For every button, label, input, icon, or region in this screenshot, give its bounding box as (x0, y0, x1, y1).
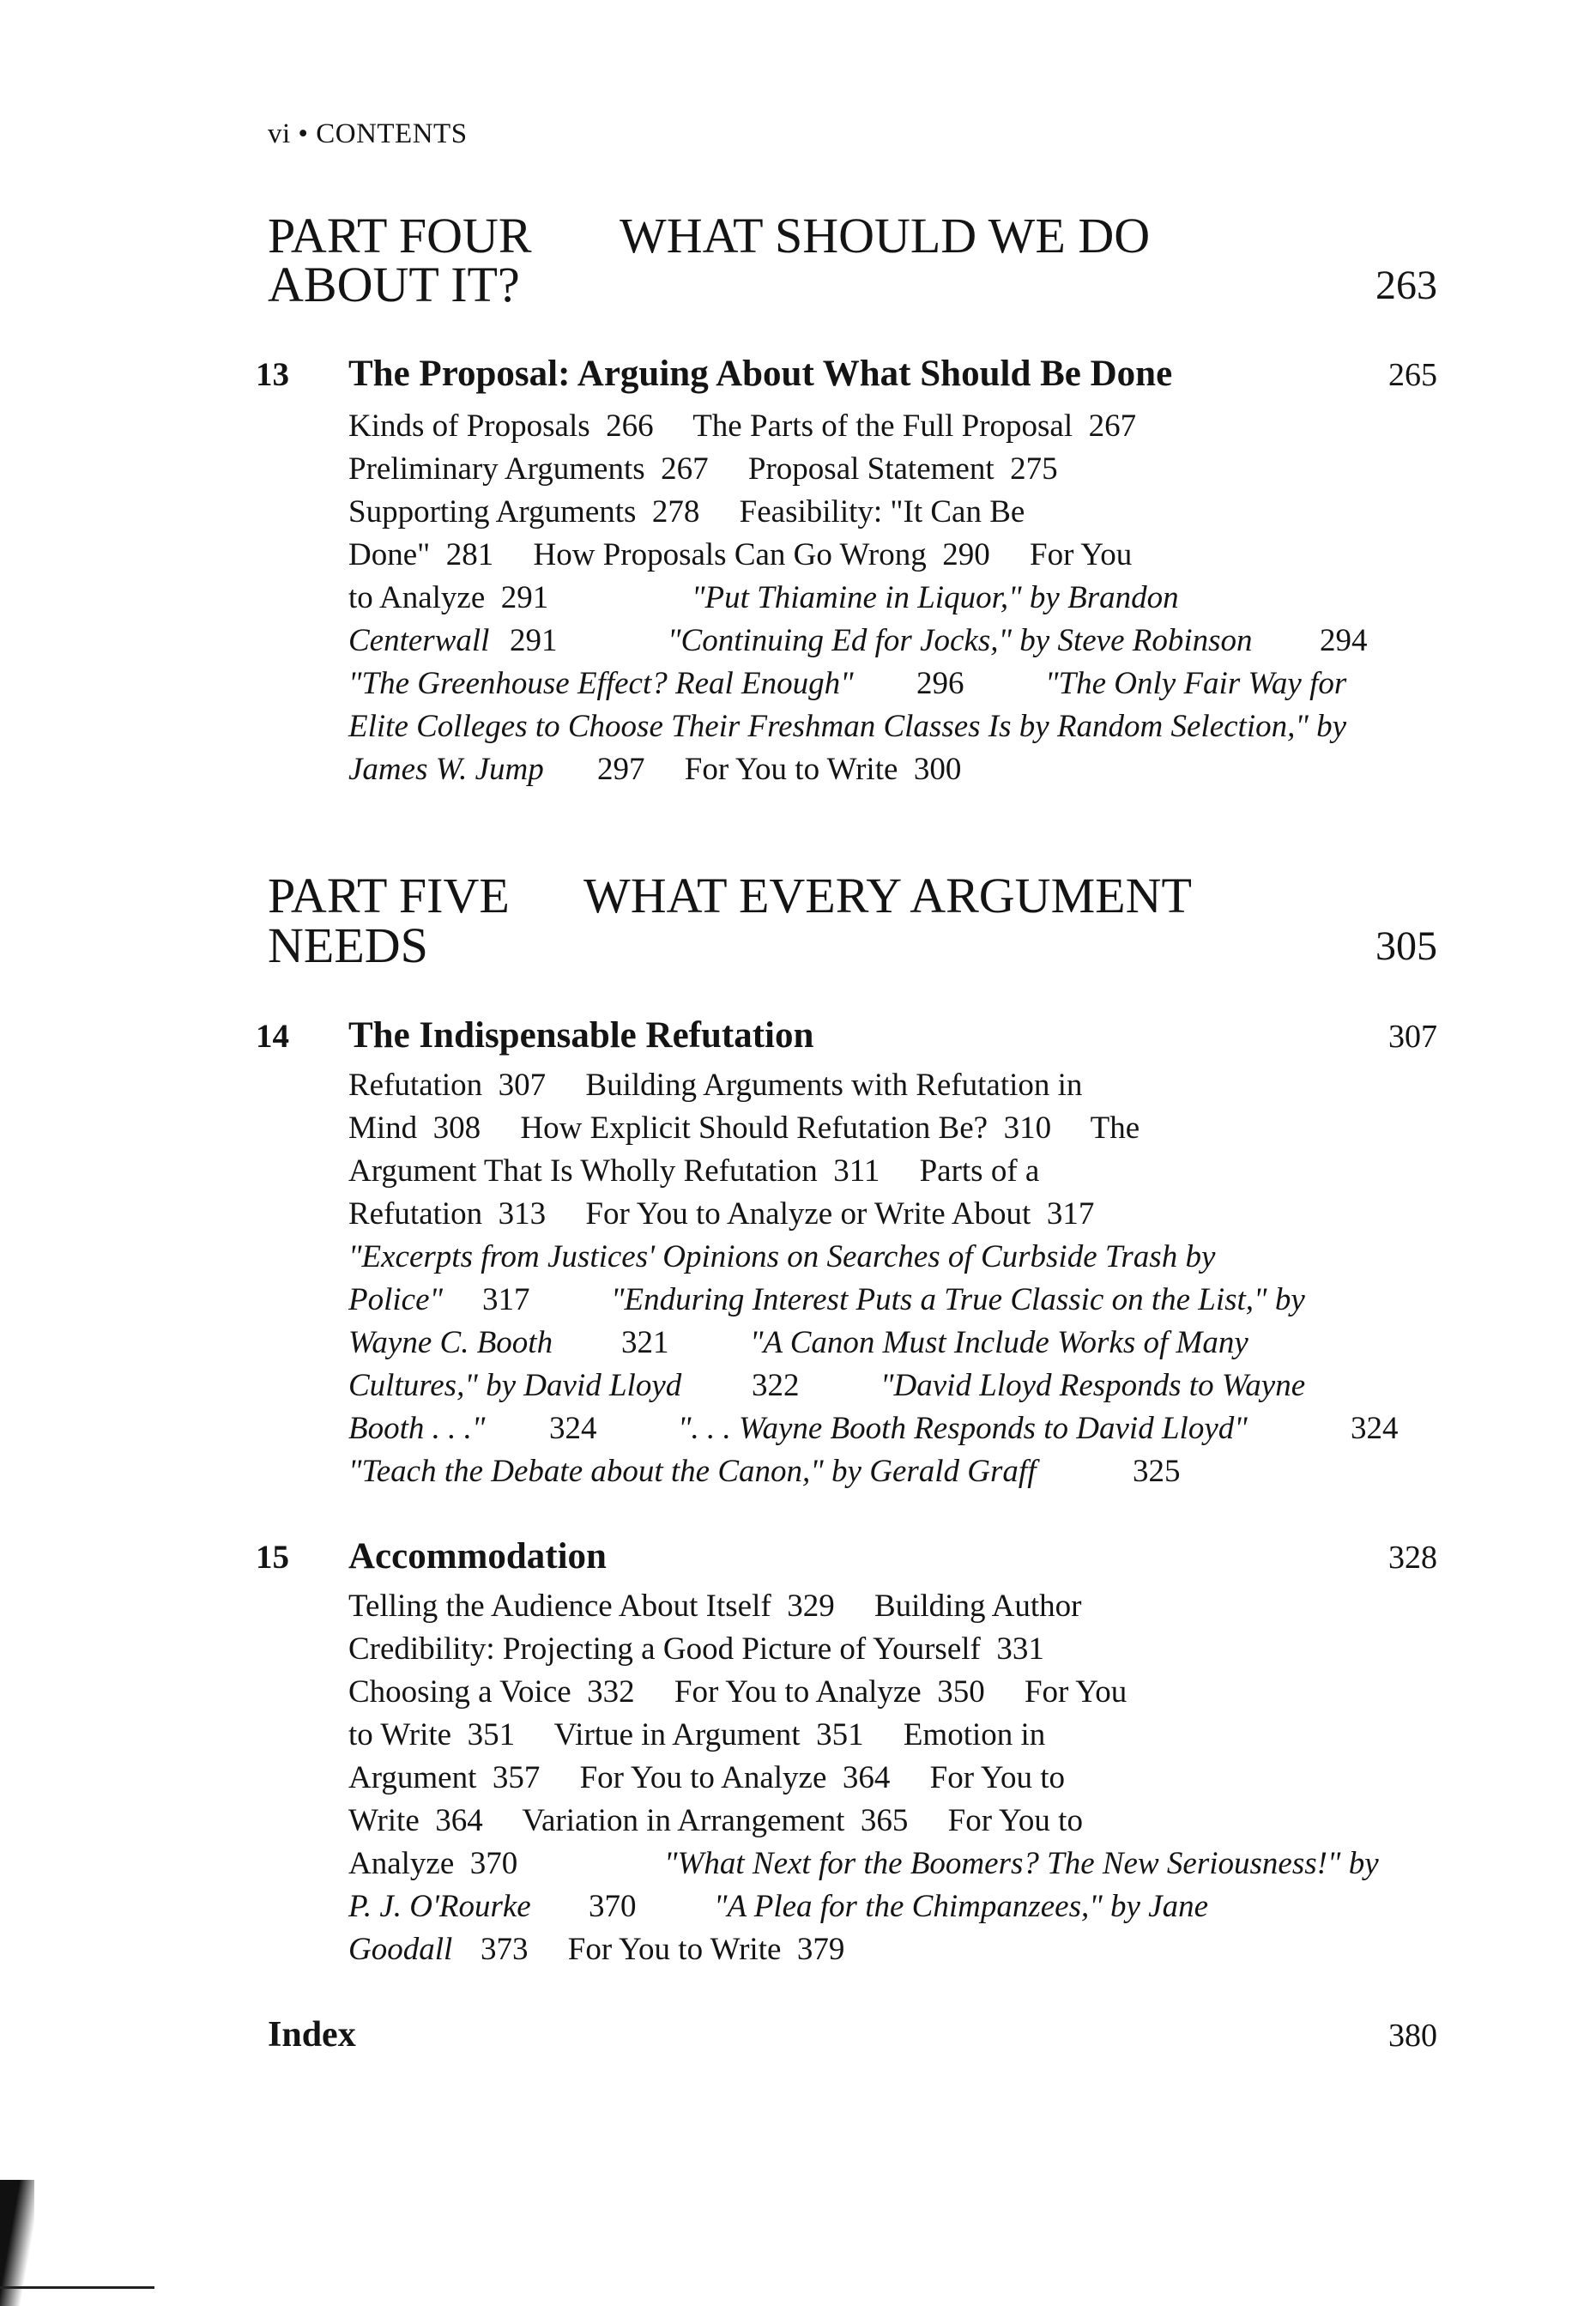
toc-selection-title: "A Canon Must Include Works of Many (750, 1325, 1248, 1360)
toc-line: Credibility: Projecting a Good Picture of Yourself 331 (348, 1631, 1044, 1667)
toc-line: Kinds of Proposals 266 The Parts of the Full Proposal 267 (348, 409, 1137, 444)
toc-line: 297 For You to Write 300 (597, 752, 962, 787)
toc-page-number: 322 (752, 1368, 800, 1403)
index-title: Index (268, 2015, 356, 2055)
toc-page-number: 296 (916, 666, 964, 701)
toc-page-number: 324 (1351, 1411, 1399, 1446)
toc-line: Write 364 Variation in Arrangement 365 For You to (348, 1803, 1083, 1838)
toc-page-number: 291 (510, 623, 558, 658)
toc-page-number: 317 (482, 1282, 530, 1317)
part-five-page: 305 (1375, 923, 1437, 969)
toc-line: to Write 351 Virtue in Argument 351 Emotion in (348, 1717, 1046, 1752)
chapter-13-title: The Proposal: Arguing About What Should Be Done (348, 354, 1173, 394)
toc-line: Analyze 370 (348, 1846, 518, 1881)
toc-line: Refutation 307 Building Arguments with Refutation in (348, 1068, 1083, 1103)
index-page: 380 (1388, 2018, 1437, 2054)
toc-selection-title: "David Lloyd Responds to Wayne (880, 1368, 1306, 1403)
part-five-label: PART FIVE (268, 868, 510, 923)
chapter-15-title: Accommodation (348, 1536, 607, 1577)
toc-selection-title: "Enduring Interest Puts a True Classic on the List," by (611, 1282, 1305, 1317)
toc-line: Preliminary Arguments 267 Proposal Statement 275 (348, 451, 1058, 487)
toc-selection-title: "Excerpts from Justices' Opinions on Searches of Curbside Trash by (348, 1239, 1216, 1274)
toc-selection-title: Centerwall (348, 623, 490, 658)
running-head: vi • CONTENTS (268, 118, 468, 149)
toc-selection-title: "Teach the Debate about the Canon," by Gerald Graff (348, 1454, 1037, 1489)
toc-line: Argument 357 For You to Analyze 364 For You to (348, 1760, 1065, 1795)
part-four-title-line1: WHAT SHOULD WE DO (620, 208, 1151, 263)
toc-page-number: 325 (1133, 1454, 1181, 1489)
chapter-14-title: The Indispensable Refutation (348, 1015, 814, 1056)
scan-edge-rule (0, 2286, 154, 2289)
toc-line: Done" 281 How Proposals Can Go Wrong 290 For You (348, 537, 1133, 572)
toc-line: Choosing a Voice 332 For You to Analyze 350 For You (348, 1674, 1127, 1710)
toc-line: Argument That Is Wholly Refutation 311 Parts of a (348, 1153, 1040, 1189)
chapter-14-number: 14 (256, 1018, 289, 1055)
toc-selection-title: James W. Jump (348, 752, 544, 787)
chapter-13-number: 13 (256, 356, 289, 393)
chapter-15-page: 328 (1388, 1540, 1437, 1576)
part-four-page: 263 (1375, 263, 1437, 308)
toc-page-number: 321 (621, 1325, 669, 1360)
toc-page-number: 294 (1320, 623, 1368, 658)
toc-selection-title: "Continuing Ed for Jocks," by Steve Robinson (668, 623, 1253, 658)
chapter-15-number: 15 (256, 1539, 289, 1576)
toc-selection-title: "Put Thiamine in Liquor," by Brandon (692, 580, 1179, 615)
toc-selection-title: ". . . Wayne Booth Responds to David Lloyd" (678, 1411, 1248, 1446)
toc-line: Refutation 313 For You to Analyze or Write About 317 (348, 1196, 1095, 1232)
part-five-title-line2: NEEDS (268, 917, 428, 973)
toc-selection-title: P. J. O'Rourke (348, 1889, 531, 1924)
part-four-title-line2: ABOUT IT? (268, 257, 520, 312)
toc-selection-title: "The Only Fair Way for (1045, 666, 1347, 701)
toc-line: Supporting Arguments 278 Feasibility: "It Can Be (348, 494, 1025, 530)
toc-selection-title: "A Plea for the Chimpanzees," by Jane (714, 1889, 1209, 1924)
toc-selection-title: Wayne C. Booth (348, 1325, 553, 1360)
toc-line: Mind 308 How Explicit Should Refutation Be? 310 The (348, 1111, 1140, 1146)
part-five-title-line1: WHAT EVERY ARGUMENT (583, 868, 1192, 923)
toc-selection-title: Booth . . ." (348, 1411, 486, 1446)
toc-line: Telling the Audience About Itself 329 Building Author (348, 1589, 1082, 1624)
toc-selection-title: Cultures," by David Lloyd (348, 1368, 682, 1403)
toc-selection-title: "The Greenhouse Effect? Real Enough" (348, 666, 854, 701)
toc-line: 373 For You to Write 379 (481, 1932, 845, 1967)
toc-selection-title: Elite Colleges to Choose Their Freshman Classes Is by Random Selection," by (348, 709, 1347, 744)
toc-page-number: 324 (549, 1411, 597, 1446)
part-four-label: PART FOUR (268, 208, 532, 263)
toc-page-number: 370 (589, 1889, 637, 1924)
toc-selection-title: Goodall (348, 1932, 453, 1967)
chapter-13-page: 265 (1388, 357, 1437, 393)
toc-selection-title: "What Next for the Boomers? The New Seriousness!" by (664, 1846, 1379, 1881)
toc-selection-title: Police" (348, 1282, 444, 1317)
chapter-14-page: 307 (1388, 1019, 1437, 1055)
toc-line: to Analyze 291 (348, 580, 549, 615)
